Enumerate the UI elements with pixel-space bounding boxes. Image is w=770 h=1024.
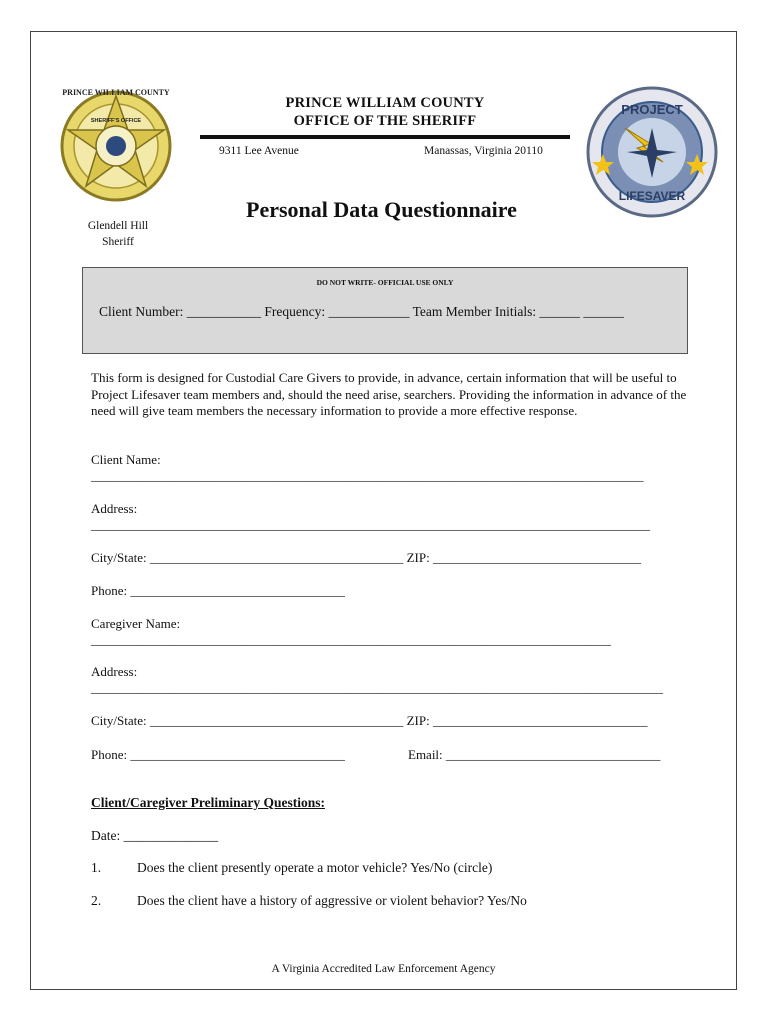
project-lifesaver-logo-icon xyxy=(585,82,719,222)
page-title: Personal Data Questionnaire xyxy=(246,197,517,222)
badge-inner-text: SHERIFF'S OFFICE xyxy=(90,118,142,124)
official-use-box xyxy=(82,267,688,354)
county-heading: PRINCE WILLIAM COUNTY xyxy=(285,95,485,111)
footer-text: A Virginia Accredited Law Enforcement Agency xyxy=(271,963,496,975)
question-number: 1. xyxy=(91,860,102,875)
questions-heading: Client/Caregiver Preliminary Questions: xyxy=(91,795,325,810)
client-name-label: Client Name: xyxy=(91,452,161,467)
city-state-zip-input[interactable]: City/State: _______________________________________ ZIP: ________________________________ xyxy=(91,550,641,565)
question-number: 2. xyxy=(91,893,102,908)
caregiver-email-input[interactable]: Email: _________________________________ xyxy=(408,747,661,762)
question-text: Does the client presently operate a motor vehicle? Yes/No (circle) xyxy=(137,860,493,875)
caregiver-name-label: Caregiver Name: xyxy=(91,616,181,631)
official-use-heading: DO NOT WRITE- OFFICIAL USE ONLY xyxy=(316,278,454,287)
official-use-fields[interactable]: Client Number: ___________ Frequency: ____________ Team Member Initials: ______ ______ xyxy=(99,304,624,319)
question-text: Does the client have a history of aggressive or violent behavior? Yes/No xyxy=(137,893,527,908)
caregiver-city-state-zip-input[interactable]: City/State: _______________________________________ ZIP: _________________________________ xyxy=(91,713,648,728)
client-name-input[interactable]: _____________________________________________________________________________________ xyxy=(91,468,644,483)
caregiver-address-input[interactable]: ________________________________________________________________________________________ xyxy=(91,680,663,695)
date-input[interactable]: Date: ______________ xyxy=(91,828,219,843)
logo-bottom-text: LIFESAVER xyxy=(618,189,686,203)
sheriff-name: Glendell Hill xyxy=(87,220,149,232)
logo-top-text: PROJECT xyxy=(621,102,683,117)
caregiver-phone-input[interactable]: Phone: _________________________________ xyxy=(91,747,345,762)
address-label: Address: xyxy=(91,501,138,516)
phone-input[interactable]: Phone: _________________________________ xyxy=(91,583,345,598)
intro-paragraph: This form is designed for Custodial Care Givers to provide, in advance, certain information that will be useful to Project Lifesaver team members and, should the need arise, searchers. Providing the information in advance of the need will give team members the necessary information to provide a more effective response. xyxy=(91,370,687,418)
sheriff-title: Sheriff xyxy=(102,236,134,248)
office-heading: OFFICE OF THE SHERIFF xyxy=(293,113,477,129)
header-rule xyxy=(200,135,570,139)
address-input[interactable]: ______________________________________________________________________________________ xyxy=(91,517,650,532)
sheriff-badge-icon xyxy=(58,82,174,210)
caregiver-address-label: Address: xyxy=(91,664,138,679)
street-address: 9311 Lee Avenue xyxy=(219,145,299,157)
badge-ring-text: PRINCE WILLIAM COUNTY xyxy=(62,88,170,97)
city-address: Manassas, Virginia 20110 xyxy=(424,145,543,157)
caregiver-name-input[interactable]: ________________________________________________________________________________ xyxy=(91,632,611,647)
